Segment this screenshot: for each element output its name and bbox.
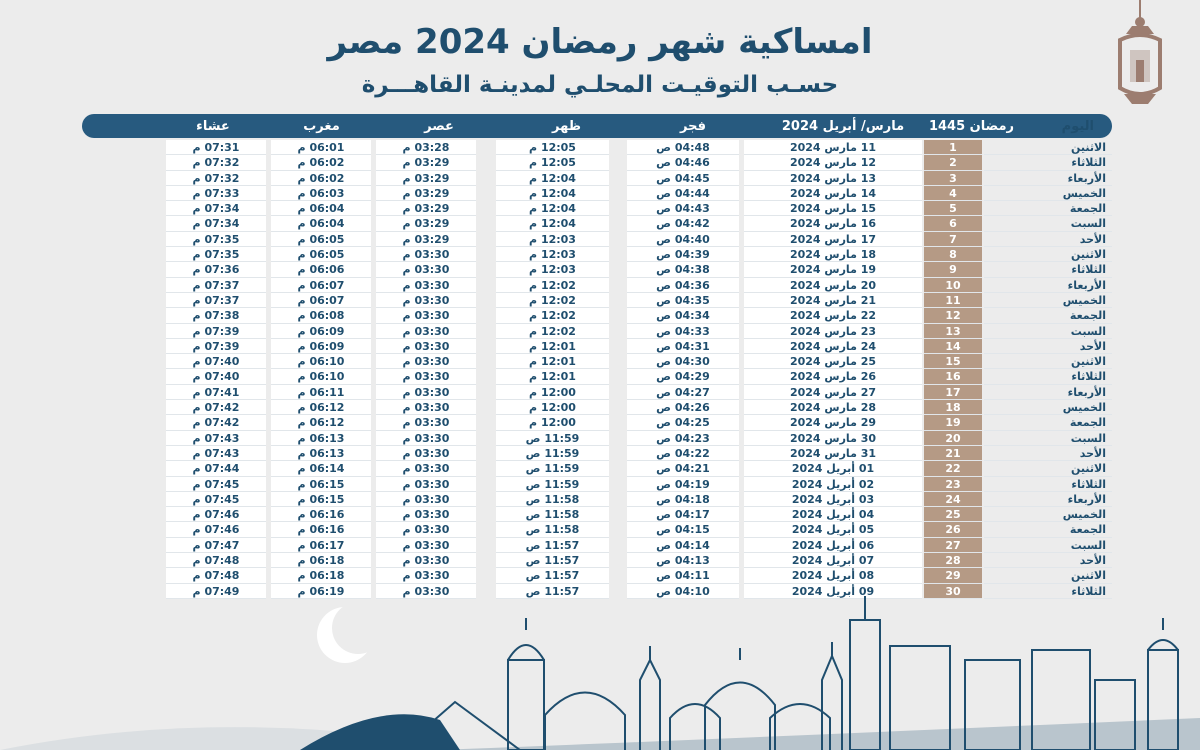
table-row — [82, 385, 1112, 400]
row-date: 18 مارس 2024 — [744, 247, 922, 262]
row-fajr: 04:31 ص — [627, 339, 739, 354]
crescent-moon-icon — [300, 600, 390, 670]
row-fajr: 04:42 ص — [627, 216, 739, 231]
row-asr: 03:30 م — [376, 477, 476, 492]
row-fajr: 04:39 ص — [627, 247, 739, 262]
row-ramadan-day: 3 — [924, 171, 982, 186]
row-fajr: 04:34 ص — [627, 308, 739, 323]
row-isha: 07:48 م — [166, 553, 266, 568]
row-maghrib: 06:10 م — [271, 354, 371, 369]
row-isha: 07:38 م — [166, 308, 266, 323]
row-fajr: 04:46 ص — [627, 155, 739, 170]
row-asr: 03:30 م — [376, 507, 476, 522]
row-date: 09 أبريل 2024 — [744, 584, 922, 599]
row-asr: 03:30 م — [376, 553, 476, 568]
row-dhuhr: 11:59 ص — [496, 477, 609, 492]
row-maghrib: 06:09 م — [271, 324, 371, 339]
table-row — [82, 538, 1112, 553]
row-day: الخميس — [984, 186, 1112, 201]
row-dhuhr: 11:57 ص — [496, 568, 609, 583]
row-date: 29 مارس 2024 — [744, 415, 922, 430]
row-date: 13 مارس 2024 — [744, 171, 922, 186]
row-dhuhr: 12:00 م — [496, 415, 609, 430]
row-date: 14 مارس 2024 — [744, 186, 922, 201]
row-isha: 07:32 م — [166, 155, 266, 170]
row-maghrib: 06:19 م — [271, 584, 371, 599]
table-row — [82, 522, 1112, 537]
row-isha: 07:42 م — [166, 400, 266, 415]
row-day: الخميس — [984, 293, 1112, 308]
row-ramadan-day: 18 — [924, 400, 982, 415]
header-date: مارس/ أبريل 2024 — [781, 118, 905, 134]
table-row — [82, 171, 1112, 186]
row-isha: 07:34 م — [166, 201, 266, 216]
row-maghrib: 06:14 م — [271, 461, 371, 476]
row-dhuhr: 12:00 م — [496, 400, 609, 415]
row-maghrib: 06:11 م — [271, 385, 371, 400]
header-dhuhr: ظهر — [552, 118, 581, 134]
row-date: 01 أبريل 2024 — [744, 461, 922, 476]
row-fajr: 04:43 ص — [627, 201, 739, 216]
row-asr: 03:29 م — [376, 171, 476, 186]
table-row — [82, 293, 1112, 308]
row-isha: 07:39 م — [166, 324, 266, 339]
row-date: 15 مارس 2024 — [744, 201, 922, 216]
row-isha: 07:45 م — [166, 492, 266, 507]
row-asr: 03:30 م — [376, 354, 476, 369]
row-ramadan-day: 10 — [924, 278, 982, 293]
row-fajr: 04:33 ص — [627, 324, 739, 339]
row-date: 28 مارس 2024 — [744, 400, 922, 415]
row-ramadan-day: 9 — [924, 262, 982, 277]
row-maghrib: 06:16 م — [271, 522, 371, 537]
row-fajr: 04:22 ص — [627, 446, 739, 461]
row-ramadan-day: 22 — [924, 461, 982, 476]
row-isha: 07:46 م — [166, 522, 266, 537]
row-date: 08 أبريل 2024 — [744, 568, 922, 583]
row-fajr: 04:38 ص — [627, 262, 739, 277]
table-row — [82, 155, 1112, 170]
row-fajr: 04:26 ص — [627, 400, 739, 415]
row-isha: 07:48 م — [166, 568, 266, 583]
row-asr: 03:30 م — [376, 400, 476, 415]
row-dhuhr: 11:57 ص — [496, 553, 609, 568]
row-fajr: 04:27 ص — [627, 385, 739, 400]
row-day: الاثنين — [984, 461, 1112, 476]
row-day: الأربعاء — [984, 385, 1112, 400]
row-asr: 03:30 م — [376, 247, 476, 262]
row-asr: 03:30 م — [376, 415, 476, 430]
row-maghrib: 06:13 م — [271, 431, 371, 446]
header-asr: عصر — [424, 118, 454, 134]
row-asr: 03:30 م — [376, 308, 476, 323]
row-isha: 07:46 م — [166, 507, 266, 522]
row-fajr: 04:25 ص — [627, 415, 739, 430]
row-isha: 07:43 م — [166, 446, 266, 461]
row-date: 11 مارس 2024 — [744, 140, 922, 155]
row-dhuhr: 11:58 ص — [496, 507, 609, 522]
table-row — [82, 354, 1112, 369]
row-dhuhr: 11:58 ص — [496, 492, 609, 507]
row-day: الثلاثاء — [984, 584, 1112, 599]
row-maghrib: 06:03 م — [271, 186, 371, 201]
row-dhuhr: 12:05 م — [496, 155, 609, 170]
row-fajr: 04:13 ص — [627, 553, 739, 568]
row-date: 23 مارس 2024 — [744, 324, 922, 339]
row-day: الجمعة — [984, 308, 1112, 323]
row-ramadan-day: 13 — [924, 324, 982, 339]
row-maghrib: 06:06 م — [271, 262, 371, 277]
table-row — [82, 369, 1112, 384]
page-title: امساكية شهر رمضان 2024 مصر — [327, 22, 873, 62]
row-maghrib: 06:09 م — [271, 339, 371, 354]
row-day: الجمعة — [984, 415, 1112, 430]
row-asr: 03:30 م — [376, 324, 476, 339]
row-asr: 03:29 م — [376, 216, 476, 231]
row-dhuhr: 12:02 م — [496, 293, 609, 308]
table-row — [82, 324, 1112, 339]
row-dhuhr: 12:01 م — [496, 369, 609, 384]
row-ramadan-day: 25 — [924, 507, 982, 522]
row-maghrib: 06:15 م — [271, 477, 371, 492]
row-date: 30 مارس 2024 — [744, 431, 922, 446]
row-dhuhr: 12:03 م — [496, 232, 609, 247]
row-ramadan-day: 6 — [924, 216, 982, 231]
row-ramadan-day: 23 — [924, 477, 982, 492]
row-ramadan-day: 2 — [924, 155, 982, 170]
row-ramadan-day: 29 — [924, 568, 982, 583]
page-subtitle: حسـب التوقيـت المحلـي لمدينـة القاهـــرة — [361, 72, 839, 98]
row-date: 19 مارس 2024 — [744, 262, 922, 277]
row-date: 06 أبريل 2024 — [744, 538, 922, 553]
row-maghrib: 06:04 م — [271, 201, 371, 216]
row-date: 04 أبريل 2024 — [744, 507, 922, 522]
row-dhuhr: 12:05 م — [496, 140, 609, 155]
row-isha: 07:42 م — [166, 415, 266, 430]
row-day: الاثنين — [984, 568, 1112, 583]
row-day: السبت — [984, 431, 1112, 446]
row-asr: 03:29 م — [376, 155, 476, 170]
table-row — [82, 492, 1112, 507]
row-day: الثلاثاء — [984, 262, 1112, 277]
row-fajr: 04:48 ص — [627, 140, 739, 155]
row-dhuhr: 12:01 م — [496, 339, 609, 354]
row-date: 05 أبريل 2024 — [744, 522, 922, 537]
row-ramadan-day: 15 — [924, 354, 982, 369]
row-isha: 07:35 م — [166, 232, 266, 247]
row-asr: 03:30 م — [376, 446, 476, 461]
row-ramadan-day: 19 — [924, 415, 982, 430]
row-dhuhr: 12:02 م — [496, 324, 609, 339]
row-maghrib: 06:18 م — [271, 553, 371, 568]
row-ramadan-day: 30 — [924, 584, 982, 599]
table-row — [82, 247, 1112, 262]
row-ramadan-day: 12 — [924, 308, 982, 323]
row-isha: 07:45 م — [166, 477, 266, 492]
row-date: 17 مارس 2024 — [744, 232, 922, 247]
row-asr: 03:30 م — [376, 522, 476, 537]
row-fajr: 04:14 ص — [627, 538, 739, 553]
table-row — [82, 568, 1112, 583]
row-fajr: 04:15 ص — [627, 522, 739, 537]
table-row — [82, 446, 1112, 461]
row-date: 20 مارس 2024 — [744, 278, 922, 293]
row-ramadan-day: 5 — [924, 201, 982, 216]
row-asr: 03:30 م — [376, 293, 476, 308]
row-maghrib: 06:10 م — [271, 369, 371, 384]
row-date: 27 مارس 2024 — [744, 385, 922, 400]
row-day: الاثنين — [984, 247, 1112, 262]
row-dhuhr: 12:04 م — [496, 186, 609, 201]
row-maghrib: 06:08 م — [271, 308, 371, 323]
row-day: الثلاثاء — [984, 477, 1112, 492]
row-fajr: 04:18 ص — [627, 492, 739, 507]
row-date: 21 مارس 2024 — [744, 293, 922, 308]
row-date: 03 أبريل 2024 — [744, 492, 922, 507]
row-maghrib: 06:02 م — [271, 155, 371, 170]
row-isha: 07:33 م — [166, 186, 266, 201]
row-maghrib: 06:04 م — [271, 216, 371, 231]
row-ramadan-day: 16 — [924, 369, 982, 384]
row-maghrib: 06:05 م — [271, 247, 371, 262]
row-day: الخميس — [984, 400, 1112, 415]
table-row — [82, 140, 1112, 155]
table-row — [82, 308, 1112, 323]
row-asr: 03:30 م — [376, 538, 476, 553]
row-ramadan-day: 28 — [924, 553, 982, 568]
row-maghrib: 06:18 م — [271, 568, 371, 583]
row-asr: 03:30 م — [376, 431, 476, 446]
row-maghrib: 06:01 م — [271, 140, 371, 155]
row-day: الأربعاء — [984, 171, 1112, 186]
row-maghrib: 06:12 م — [271, 400, 371, 415]
table-body — [82, 140, 1112, 599]
table-row — [82, 339, 1112, 354]
row-fajr: 04:11 ص — [627, 568, 739, 583]
row-maghrib: 06:15 م — [271, 492, 371, 507]
lantern-icon — [1102, 0, 1178, 110]
table-row — [82, 278, 1112, 293]
row-isha: 07:37 م — [166, 278, 266, 293]
row-day: الثلاثاء — [984, 369, 1112, 384]
row-fajr: 04:44 ص — [627, 186, 739, 201]
row-isha: 07:40 م — [166, 369, 266, 384]
row-maghrib: 06:12 م — [271, 415, 371, 430]
row-dhuhr: 11:59 ص — [496, 431, 609, 446]
row-isha: 07:43 م — [166, 431, 266, 446]
row-date: 26 مارس 2024 — [744, 369, 922, 384]
row-maghrib: 06:05 م — [271, 232, 371, 247]
row-date: 25 مارس 2024 — [744, 354, 922, 369]
row-isha: 07:44 م — [166, 461, 266, 476]
row-ramadan-day: 21 — [924, 446, 982, 461]
row-isha: 07:39 م — [166, 339, 266, 354]
row-fajr: 04:30 ص — [627, 354, 739, 369]
table-row — [82, 461, 1112, 476]
row-ramadan-day: 27 — [924, 538, 982, 553]
row-ramadan-day: 20 — [924, 431, 982, 446]
row-fajr: 04:10 ص — [627, 584, 739, 599]
header-day: اليوم — [1061, 118, 1094, 134]
row-asr: 03:30 م — [376, 584, 476, 599]
table-row — [82, 201, 1112, 216]
row-day: الأحد — [984, 553, 1112, 568]
header-fajr: فجر — [680, 118, 706, 134]
row-dhuhr: 11:57 ص — [496, 538, 609, 553]
row-asr: 03:30 م — [376, 461, 476, 476]
row-ramadan-day: 17 — [924, 385, 982, 400]
row-dhuhr: 11:58 ص — [496, 522, 609, 537]
row-isha: 07:37 م — [166, 293, 266, 308]
row-day: الاثنين — [984, 140, 1112, 155]
table-row — [82, 232, 1112, 247]
row-day: السبت — [984, 538, 1112, 553]
row-isha: 07:40 م — [166, 354, 266, 369]
row-date: 16 مارس 2024 — [744, 216, 922, 231]
row-maghrib: 06:13 م — [271, 446, 371, 461]
row-isha: 07:32 م — [166, 171, 266, 186]
row-fajr: 04:21 ص — [627, 461, 739, 476]
row-fajr: 04:29 ص — [627, 369, 739, 384]
row-ramadan-day: 4 — [924, 186, 982, 201]
header-ramadan: رمضان 1445 — [928, 118, 1014, 134]
row-maghrib: 06:16 م — [271, 507, 371, 522]
header-isha: عشاء — [196, 118, 230, 134]
row-date: 24 مارس 2024 — [744, 339, 922, 354]
row-ramadan-day: 11 — [924, 293, 982, 308]
row-day: الخميس — [984, 507, 1112, 522]
row-asr: 03:30 م — [376, 278, 476, 293]
row-isha: 07:47 م — [166, 538, 266, 553]
table-header — [82, 114, 1112, 138]
row-dhuhr: 11:59 ص — [496, 446, 609, 461]
row-maghrib: 06:07 م — [271, 278, 371, 293]
row-fajr: 04:40 ص — [627, 232, 739, 247]
row-fajr: 04:23 ص — [627, 431, 739, 446]
row-date: 02 أبريل 2024 — [744, 477, 922, 492]
row-asr: 03:29 م — [376, 186, 476, 201]
row-asr: 03:30 م — [376, 385, 476, 400]
row-dhuhr: 12:04 م — [496, 171, 609, 186]
row-dhuhr: 12:04 م — [496, 216, 609, 231]
row-asr: 03:30 م — [376, 568, 476, 583]
row-dhuhr: 11:59 ص — [496, 461, 609, 476]
row-day: الجمعة — [984, 201, 1112, 216]
row-dhuhr: 12:03 م — [496, 247, 609, 262]
table-row — [82, 431, 1112, 446]
row-asr: 03:30 م — [376, 339, 476, 354]
row-isha: 07:35 م — [166, 247, 266, 262]
table-row — [82, 553, 1112, 568]
row-day: الأحد — [984, 232, 1112, 247]
row-ramadan-day: 26 — [924, 522, 982, 537]
row-day: السبت — [984, 216, 1112, 231]
row-maghrib: 06:17 م — [271, 538, 371, 553]
row-day: الأحد — [984, 446, 1112, 461]
row-day: الأحد — [984, 339, 1112, 354]
row-date: 22 مارس 2024 — [744, 308, 922, 323]
table-row — [82, 216, 1112, 231]
table-row — [82, 262, 1112, 277]
row-day: الثلاثاء — [984, 155, 1112, 170]
row-fajr: 04:17 ص — [627, 507, 739, 522]
row-ramadan-day: 14 — [924, 339, 982, 354]
row-dhuhr: 11:57 ص — [496, 584, 609, 599]
row-asr: 03:30 م — [376, 369, 476, 384]
row-isha: 07:41 م — [166, 385, 266, 400]
row-day: الاثنين — [984, 354, 1112, 369]
row-fajr: 04:19 ص — [627, 477, 739, 492]
row-dhuhr: 12:04 م — [496, 201, 609, 216]
row-asr: 03:30 م — [376, 492, 476, 507]
row-asr: 03:28 م — [376, 140, 476, 155]
row-maghrib: 06:07 م — [271, 293, 371, 308]
table-row — [82, 415, 1112, 430]
row-dhuhr: 12:02 م — [496, 308, 609, 323]
row-fajr: 04:36 ص — [627, 278, 739, 293]
row-isha: 07:34 م — [166, 216, 266, 231]
row-day: الأربعاء — [984, 492, 1112, 507]
header-maghrib: مغرب — [303, 118, 340, 134]
skyline-illustration — [0, 590, 1200, 750]
row-maghrib: 06:02 م — [271, 171, 371, 186]
row-fajr: 04:35 ص — [627, 293, 739, 308]
table-row — [82, 507, 1112, 522]
row-day: الجمعة — [984, 522, 1112, 537]
row-isha: 07:49 م — [166, 584, 266, 599]
table-row — [82, 400, 1112, 415]
row-dhuhr: 12:03 م — [496, 262, 609, 277]
row-ramadan-day: 8 — [924, 247, 982, 262]
row-date: 07 أبريل 2024 — [744, 553, 922, 568]
row-asr: 03:29 م — [376, 201, 476, 216]
row-isha: 07:36 م — [166, 262, 266, 277]
row-fajr: 04:45 ص — [627, 171, 739, 186]
row-date: 31 مارس 2024 — [744, 446, 922, 461]
table-row — [82, 477, 1112, 492]
row-dhuhr: 12:02 م — [496, 278, 609, 293]
row-day: السبت — [984, 324, 1112, 339]
row-isha: 07:31 م — [166, 140, 266, 155]
row-ramadan-day: 7 — [924, 232, 982, 247]
row-day: الأربعاء — [984, 278, 1112, 293]
row-asr: 03:29 م — [376, 232, 476, 247]
row-date: 12 مارس 2024 — [744, 155, 922, 170]
row-dhuhr: 12:00 م — [496, 385, 609, 400]
imsakiya-table — [82, 114, 1112, 624]
row-asr: 03:30 م — [376, 262, 476, 277]
row-ramadan-day: 24 — [924, 492, 982, 507]
row-dhuhr: 12:01 م — [496, 354, 609, 369]
table-row — [82, 186, 1112, 201]
row-ramadan-day: 1 — [924, 140, 982, 155]
